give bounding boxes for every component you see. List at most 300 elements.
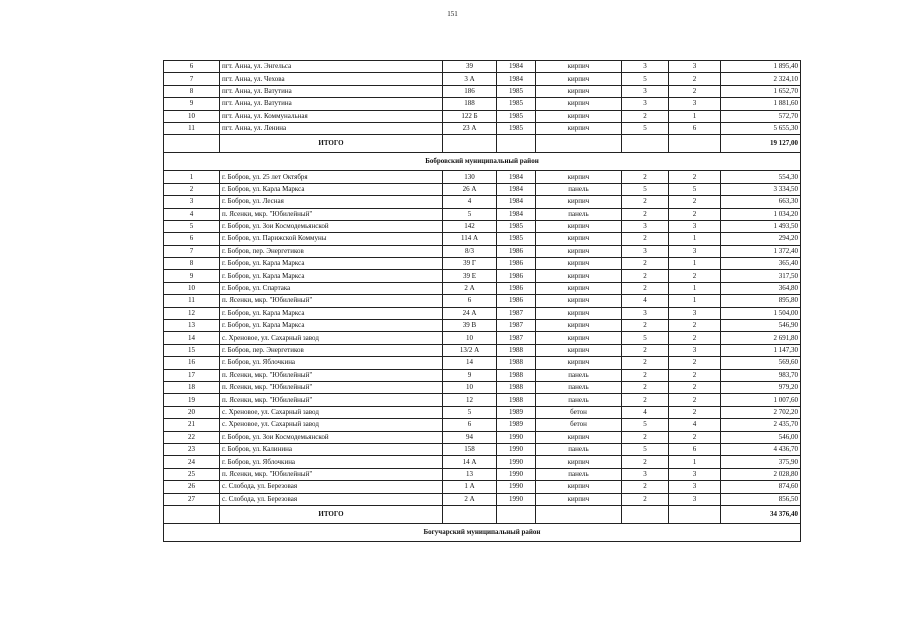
house-number-cell: 39: [443, 61, 497, 73]
house-number-cell: 6: [443, 295, 497, 307]
table-row: [164, 307, 801, 319]
total-empty-cell: [497, 135, 536, 153]
table-row: [164, 61, 801, 73]
wall-material-cell: кирпич: [536, 122, 622, 134]
row-number: 16: [164, 357, 220, 369]
entrances-cell: 2: [669, 369, 721, 381]
year-cell: 1988: [497, 369, 536, 381]
area-cell: 572,70: [721, 110, 801, 122]
house-number-cell: 94: [443, 431, 497, 443]
address-cell: пгт. Анна, ул. Ватутина: [220, 98, 443, 110]
table-row: [164, 406, 801, 418]
row-number: 7: [164, 73, 220, 85]
house-number-cell: 39 Е: [443, 270, 497, 282]
year-cell: 1986: [497, 270, 536, 282]
wall-material-cell: панель: [536, 394, 622, 406]
area-cell: 294,20: [721, 233, 801, 245]
table-row: [164, 394, 801, 406]
row-number: 21: [164, 419, 220, 431]
address-cell: г. Бобров, ул. Карла Маркса: [220, 183, 443, 195]
row-number: 2: [164, 183, 220, 195]
year-cell: 1986: [497, 295, 536, 307]
table-row: [164, 493, 801, 505]
row-number: 3: [164, 196, 220, 208]
total-empty-cell: [536, 135, 622, 153]
floors-cell: 2: [622, 369, 669, 381]
address-cell: п. Ясенки, мкр. "Юбилейный": [220, 208, 443, 220]
row-number: 7: [164, 245, 220, 257]
house-number-cell: 122 Б: [443, 110, 497, 122]
floors-cell: 5: [622, 73, 669, 85]
entrances-cell: 1: [669, 282, 721, 294]
area-cell: 1 147,30: [721, 344, 801, 356]
wall-material-cell: панель: [536, 369, 622, 381]
entrances-cell: 2: [669, 73, 721, 85]
district-title: Богучарский муниципальный район: [164, 523, 801, 541]
address-cell: пгт. Анна, ул. Коммунальная: [220, 110, 443, 122]
row-number: 12: [164, 307, 220, 319]
year-cell: 1984: [497, 196, 536, 208]
area-cell: 2 691,80: [721, 332, 801, 344]
entrances-cell: 3: [669, 245, 721, 257]
area-cell: 2 028,80: [721, 468, 801, 480]
floors-cell: 5: [622, 332, 669, 344]
table-row: [164, 73, 801, 85]
house-number-cell: 186: [443, 85, 497, 97]
entrances-cell: 2: [669, 85, 721, 97]
year-cell: 1984: [497, 61, 536, 73]
table-row: [164, 171, 801, 183]
table-row: [164, 443, 801, 455]
entrances-cell: 4: [669, 419, 721, 431]
table-row: [164, 295, 801, 307]
wall-material-cell: бетон: [536, 406, 622, 418]
year-cell: 1990: [497, 456, 536, 468]
area-cell: 895,80: [721, 295, 801, 307]
entrances-cell: 3: [669, 61, 721, 73]
wall-material-cell: кирпич: [536, 307, 622, 319]
year-cell: 1984: [497, 171, 536, 183]
wall-material-cell: кирпич: [536, 233, 622, 245]
year-cell: 1985: [497, 220, 536, 232]
floors-cell: 3: [622, 98, 669, 110]
floors-cell: 3: [622, 85, 669, 97]
area-cell: 1 881,60: [721, 98, 801, 110]
table-row: [164, 332, 801, 344]
total-label: ИТОГО: [220, 135, 443, 153]
address-cell: г. Бобров, ул. Зои Космодемьянской: [220, 220, 443, 232]
total-label: ИТОГО: [220, 505, 443, 523]
year-cell: 1988: [497, 381, 536, 393]
wall-material-cell: кирпич: [536, 196, 622, 208]
area-cell: 546,00: [721, 431, 801, 443]
entrances-cell: 3: [669, 493, 721, 505]
wall-material-cell: кирпич: [536, 481, 622, 493]
table-row: [164, 381, 801, 393]
year-cell: 1987: [497, 320, 536, 332]
total-value: 19 127,00: [721, 135, 801, 153]
area-cell: 317,50: [721, 270, 801, 282]
row-number: 26: [164, 481, 220, 493]
floors-cell: 3: [622, 245, 669, 257]
wall-material-cell: кирпич: [536, 220, 622, 232]
total-empty-cell: [669, 135, 721, 153]
district-header-boguchar: [164, 523, 801, 541]
table-row: [164, 344, 801, 356]
address-cell: г. Бобров, ул. Зои Космодемьянской: [220, 431, 443, 443]
entrances-cell: 2: [669, 171, 721, 183]
address-cell: г. Бобров, ул. Спартака: [220, 282, 443, 294]
address-cell: г. Бобров, пер. Энергетиков: [220, 245, 443, 257]
house-number-cell: 188: [443, 98, 497, 110]
row-number: 25: [164, 468, 220, 480]
total-empty-cell: [669, 505, 721, 523]
address-cell: г. Бобров, ул. 25 лет Октября: [220, 171, 443, 183]
floors-cell: 3: [622, 220, 669, 232]
year-cell: 1985: [497, 110, 536, 122]
wall-material-cell: панель: [536, 468, 622, 480]
total-empty-cell: [164, 505, 220, 523]
address-cell: г. Бобров, ул. Карла Маркса: [220, 320, 443, 332]
table-row: [164, 208, 801, 220]
floors-cell: 2: [622, 381, 669, 393]
house-number-cell: 2 А: [443, 282, 497, 294]
floors-cell: 2: [622, 493, 669, 505]
entrances-cell: 2: [669, 381, 721, 393]
year-cell: 1984: [497, 183, 536, 195]
wall-material-cell: кирпич: [536, 98, 622, 110]
address-cell: пгт. Анна, ул. Ленина: [220, 122, 443, 134]
address-cell: пгт. Анна, ул. Чехова: [220, 73, 443, 85]
year-cell: 1986: [497, 282, 536, 294]
entrances-cell: 3: [669, 344, 721, 356]
floors-cell: 4: [622, 406, 669, 418]
house-number-cell: 10: [443, 381, 497, 393]
total-row-bobrov: [164, 505, 801, 523]
row-number: 15: [164, 344, 220, 356]
area-cell: 554,30: [721, 171, 801, 183]
wall-material-cell: кирпич: [536, 61, 622, 73]
row-number: 27: [164, 493, 220, 505]
table-row: [164, 270, 801, 282]
address-cell: с. Хреновое, ул. Сахарный завод: [220, 419, 443, 431]
wall-material-cell: кирпич: [536, 493, 622, 505]
wall-material-cell: кирпич: [536, 456, 622, 468]
row-number: 6: [164, 233, 220, 245]
floors-cell: 2: [622, 394, 669, 406]
table-row: [164, 98, 801, 110]
floors-cell: 5: [622, 419, 669, 431]
floors-cell: 3: [622, 468, 669, 480]
year-cell: 1985: [497, 122, 536, 134]
address-cell: г. Бобров, ул. Калинина: [220, 443, 443, 455]
area-cell: 5 655,30: [721, 122, 801, 134]
entrances-cell: 5: [669, 183, 721, 195]
page-number: 151: [447, 10, 458, 18]
table-row: [164, 183, 801, 195]
house-number-cell: 14: [443, 357, 497, 369]
floors-cell: 2: [622, 171, 669, 183]
house-number-cell: 130: [443, 171, 497, 183]
table-row: [164, 369, 801, 381]
entrances-cell: 1: [669, 456, 721, 468]
floors-cell: 2: [622, 481, 669, 493]
floors-cell: 2: [622, 282, 669, 294]
year-cell: 1987: [497, 307, 536, 319]
wall-material-cell: кирпич: [536, 282, 622, 294]
table-row: [164, 245, 801, 257]
table-row: [164, 320, 801, 332]
area-cell: 2 435,70: [721, 419, 801, 431]
total-value: 34 376,40: [721, 505, 801, 523]
year-cell: 1985: [497, 233, 536, 245]
rows-section-bobrov: [164, 171, 801, 506]
house-number-cell: 4: [443, 196, 497, 208]
entrances-cell: 1: [669, 258, 721, 270]
table-row: [164, 431, 801, 443]
table-row: [164, 85, 801, 97]
house-number-cell: 12: [443, 394, 497, 406]
row-number: 13: [164, 320, 220, 332]
entrances-cell: 2: [669, 357, 721, 369]
area-cell: 979,20: [721, 381, 801, 393]
address-cell: п. Ясенки, мкр. "Юбилейный": [220, 394, 443, 406]
floors-cell: 2: [622, 357, 669, 369]
table-row: [164, 220, 801, 232]
house-number-cell: 39 Г: [443, 258, 497, 270]
wall-material-cell: кирпич: [536, 431, 622, 443]
house-number-cell: 39 В: [443, 320, 497, 332]
entrances-cell: 2: [669, 270, 721, 282]
row-number: 9: [164, 98, 220, 110]
house-number-cell: 1 А: [443, 481, 497, 493]
address-cell: с. Хреновое, ул. Сахарный завод: [220, 406, 443, 418]
year-cell: 1986: [497, 258, 536, 270]
floors-cell: 2: [622, 110, 669, 122]
area-cell: 375,90: [721, 456, 801, 468]
table-row: [164, 258, 801, 270]
year-cell: 1984: [497, 208, 536, 220]
house-number-cell: 24 А: [443, 307, 497, 319]
house-number-cell: 13/2 А: [443, 344, 497, 356]
table-row: [164, 110, 801, 122]
floors-cell: 2: [622, 456, 669, 468]
year-cell: 1990: [497, 431, 536, 443]
total-row-top: [164, 135, 801, 153]
area-cell: 2 702,20: [721, 406, 801, 418]
entrances-cell: 3: [669, 220, 721, 232]
area-cell: 2 324,10: [721, 73, 801, 85]
table-row: [164, 357, 801, 369]
area-cell: 546,90: [721, 320, 801, 332]
table-row: [164, 233, 801, 245]
year-cell: 1985: [497, 85, 536, 97]
floors-cell: 5: [622, 122, 669, 134]
address-cell: г. Бобров, ул. Парижской Коммуны: [220, 233, 443, 245]
floors-cell: 4: [622, 295, 669, 307]
year-cell: 1984: [497, 73, 536, 85]
year-cell: 1988: [497, 344, 536, 356]
year-cell: 1990: [497, 443, 536, 455]
address-cell: г. Бобров, ул. Лесная: [220, 196, 443, 208]
total-empty-cell: [622, 505, 669, 523]
entrances-cell: 3: [669, 98, 721, 110]
area-cell: 856,50: [721, 493, 801, 505]
house-number-cell: 26 А: [443, 183, 497, 195]
wall-material-cell: панель: [536, 443, 622, 455]
address-cell: п. Ясенки, мкр. "Юбилейный": [220, 468, 443, 480]
row-number: 23: [164, 443, 220, 455]
entrances-cell: 2: [669, 320, 721, 332]
house-number-cell: 9: [443, 369, 497, 381]
address-cell: г. Бобров, ул. Карла Маркса: [220, 270, 443, 282]
house-number-cell: 13: [443, 468, 497, 480]
floors-cell: 2: [622, 270, 669, 282]
row-number: 4: [164, 208, 220, 220]
house-number-cell: 8/3: [443, 245, 497, 257]
table-row: [164, 419, 801, 431]
table-row: [164, 122, 801, 134]
row-number: 22: [164, 431, 220, 443]
wall-material-cell: кирпич: [536, 245, 622, 257]
district-title: Бобровский муниципальный район: [164, 153, 801, 171]
wall-material-cell: кирпич: [536, 320, 622, 332]
house-number-cell: 23 А: [443, 122, 497, 134]
floors-cell: 3: [622, 61, 669, 73]
wall-material-cell: кирпич: [536, 332, 622, 344]
house-number-cell: 10: [443, 332, 497, 344]
wall-material-cell: панель: [536, 208, 622, 220]
row-number: 17: [164, 369, 220, 381]
total-empty-cell: [497, 505, 536, 523]
area-cell: 983,70: [721, 369, 801, 381]
area-cell: 1 372,40: [721, 245, 801, 257]
entrances-cell: 3: [669, 481, 721, 493]
total-empty-cell: [443, 505, 497, 523]
address-cell: г. Бобров, ул. Карла Маркса: [220, 307, 443, 319]
house-number-cell: 5: [443, 208, 497, 220]
address-cell: пгт. Анна, ул. Энгельса: [220, 61, 443, 73]
house-number-cell: 14 А: [443, 456, 497, 468]
entrances-cell: 1: [669, 295, 721, 307]
floors-cell: 5: [622, 443, 669, 455]
entrances-cell: 1: [669, 233, 721, 245]
row-number: 8: [164, 258, 220, 270]
wall-material-cell: кирпич: [536, 85, 622, 97]
address-cell: с. Слобода, ул. Березовая: [220, 481, 443, 493]
area-cell: 1 652,70: [721, 85, 801, 97]
table-row: [164, 196, 801, 208]
address-cell: п. Ясенки, мкр. "Юбилейный": [220, 369, 443, 381]
row-number: 10: [164, 282, 220, 294]
area-cell: 874,60: [721, 481, 801, 493]
table-row: [164, 282, 801, 294]
area-cell: 4 436,70: [721, 443, 801, 455]
year-cell: 1986: [497, 245, 536, 257]
row-number: 9: [164, 270, 220, 282]
year-cell: 1990: [497, 481, 536, 493]
address-cell: г. Бобров, ул. Яблочкина: [220, 456, 443, 468]
address-cell: п. Ясенки, мкр. "Юбилейный": [220, 381, 443, 393]
house-number-cell: 3 А: [443, 73, 497, 85]
address-cell: пгт. Анна, ул. Ватутина: [220, 85, 443, 97]
rows-section-top: [164, 61, 801, 135]
address-cell: г. Бобров, ул. Карла Маркса: [220, 258, 443, 270]
district-header-bobrov: [164, 153, 801, 171]
total-section-top: [164, 135, 801, 171]
area-cell: 1 895,40: [721, 61, 801, 73]
entrances-cell: 2: [669, 431, 721, 443]
floors-cell: 2: [622, 258, 669, 270]
row-number: 11: [164, 122, 220, 134]
year-cell: 1989: [497, 419, 536, 431]
table-row: [164, 468, 801, 480]
wall-material-cell: панель: [536, 381, 622, 393]
year-cell: 1988: [497, 394, 536, 406]
entrances-cell: 6: [669, 443, 721, 455]
area-cell: 1 034,20: [721, 208, 801, 220]
floors-cell: 2: [622, 344, 669, 356]
area-cell: 1 007,60: [721, 394, 801, 406]
house-number-cell: 142: [443, 220, 497, 232]
floors-cell: 2: [622, 208, 669, 220]
total-empty-cell: [164, 135, 220, 153]
area-cell: 364,80: [721, 282, 801, 294]
row-number: 1: [164, 171, 220, 183]
wall-material-cell: кирпич: [536, 295, 622, 307]
year-cell: 1989: [497, 406, 536, 418]
floors-cell: 2: [622, 320, 669, 332]
entrances-cell: 2: [669, 208, 721, 220]
year-cell: 1985: [497, 98, 536, 110]
area-cell: 365,40: [721, 258, 801, 270]
total-section-bobrov: [164, 505, 801, 541]
row-number: 18: [164, 381, 220, 393]
wall-material-cell: панель: [536, 183, 622, 195]
house-number-cell: 5: [443, 406, 497, 418]
entrances-cell: 3: [669, 468, 721, 480]
housing-register-table: [163, 60, 801, 542]
entrances-cell: 2: [669, 406, 721, 418]
address-cell: п. Ясенки, мкр. "Юбилейный": [220, 295, 443, 307]
area-cell: 1 493,50: [721, 220, 801, 232]
wall-material-cell: бетон: [536, 419, 622, 431]
entrances-cell: 2: [669, 332, 721, 344]
entrances-cell: 1: [669, 110, 721, 122]
row-number: 10: [164, 110, 220, 122]
entrances-cell: 3: [669, 307, 721, 319]
year-cell: 1987: [497, 332, 536, 344]
area-cell: 3 334,50: [721, 183, 801, 195]
total-empty-cell: [536, 505, 622, 523]
wall-material-cell: кирпич: [536, 171, 622, 183]
floors-cell: 2: [622, 431, 669, 443]
row-number: 20: [164, 406, 220, 418]
address-cell: г. Бобров, ул. Яблочкина: [220, 357, 443, 369]
row-number: 11: [164, 295, 220, 307]
area-cell: 663,30: [721, 196, 801, 208]
floors-cell: 2: [622, 233, 669, 245]
address-cell: с. Слобода, ул. Березовая: [220, 493, 443, 505]
row-number: 14: [164, 332, 220, 344]
table-row: [164, 481, 801, 493]
area-cell: 1 504,00: [721, 307, 801, 319]
address-cell: с. Хреновое, ул. Сахарный завод: [220, 332, 443, 344]
house-number-cell: 158: [443, 443, 497, 455]
address-cell: г. Бобров, пер. Энергетиков: [220, 344, 443, 356]
row-number: 8: [164, 85, 220, 97]
area-cell: 569,60: [721, 357, 801, 369]
